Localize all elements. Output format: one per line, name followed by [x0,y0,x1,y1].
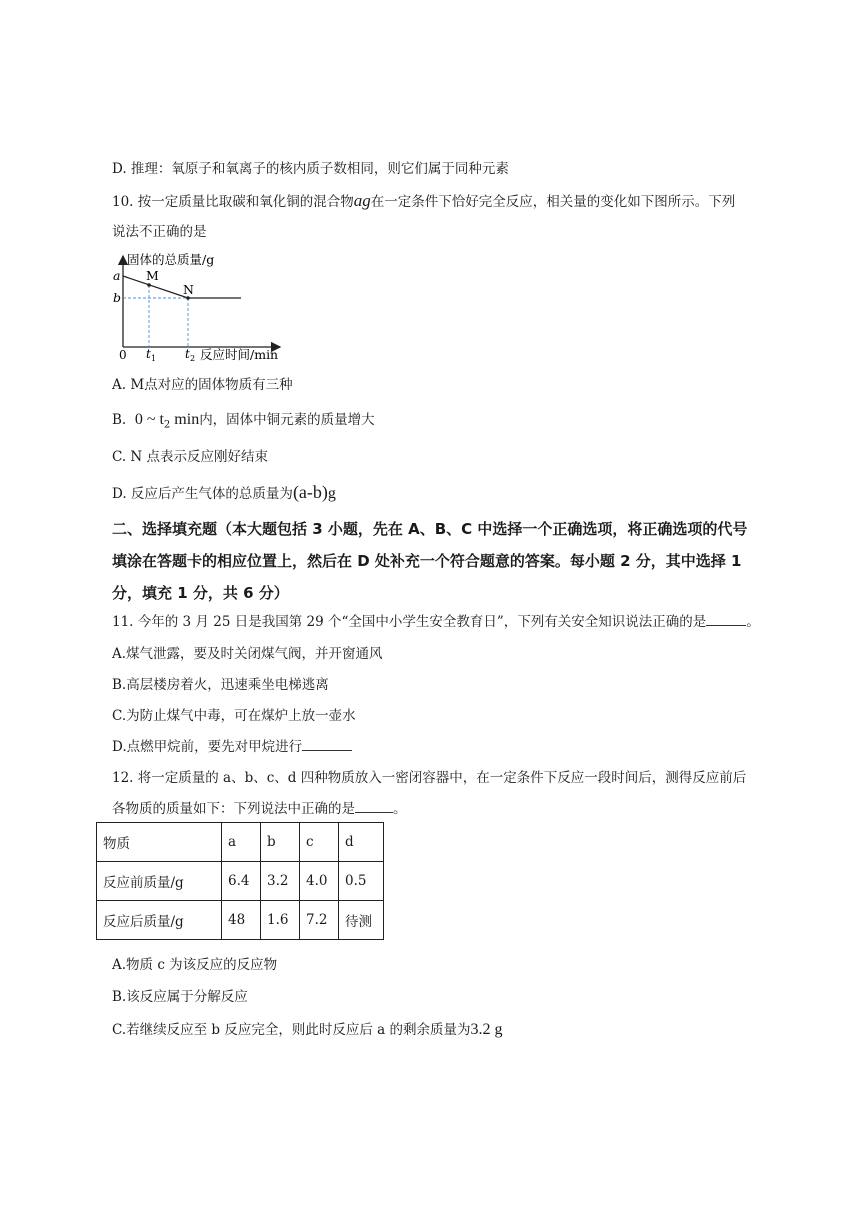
table-cell: 0.5 [339,862,384,901]
q11-option-d-blank[interactable] [302,738,352,751]
q10-option-d-math: (a-b) [292,482,328,502]
q9-option-d: D. 推理：氧原子和氧离子的核内质子数相同，则它们属于同种元素 [112,161,509,177]
q10-option-b-math: 0 ~ t [134,411,164,428]
q10-stem-variable: ag [353,191,371,210]
graph-label-t2: t [185,347,190,361]
q10-option-b-unit: min [170,411,200,428]
graph-label-t1-sub: 1 [151,354,157,363]
q10-stem [112,191,735,212]
graph-label-t1: t [146,347,151,361]
q12-option-b: B.该反应属于分解反应 [112,989,248,1005]
q12-option-c [112,1020,503,1040]
table-cell: 物质 [97,823,222,862]
q10-stem-part1: 10. 按一定质量比取碳和氧化铜的混合物 [112,194,354,210]
graph-xlabel: 反应时间/min [200,347,279,362]
table-cell: d [339,823,384,862]
q11-answer-blank[interactable] [706,613,746,626]
graph-label-t2-sub: 2 [190,354,196,363]
graph-label-m: M [146,268,159,283]
table-row [97,862,384,901]
table-cell: 6.4 [222,862,261,901]
table-cell: 7.2 [300,901,339,940]
section-2-heading: 二、选择填充题（本大题包括 3 小题，先在 A、B、C 中选择一个正确选项，将正确选项的代号填涂在答题卡的相应位置上，然后在 D 处补充一个符合题意的答案。每小题 2 分，其中选择 1 分，填充 1 分，共 6 分） [112,520,748,602]
table-row [97,901,384,940]
table-cell: 反应前质量/g [97,862,222,901]
table-cell: 48 [222,901,261,940]
q12-answer-blank[interactable] [355,800,393,813]
graph-origin: 0 [119,348,127,362]
q10-option-d-text: D. 反应后产生气体的总质量为 [112,486,293,502]
table-cell: b [261,823,300,862]
q10-graph [108,250,298,366]
graph-ylabel: 固体的总质量/g [127,252,215,267]
q10-option-a: A. M点对应的固体物质有三种 [112,377,293,393]
q10-option-b-text: 内，固体中铜元素的质量增大 [199,412,375,428]
table-header-row [97,823,384,862]
q10-stem-line2: 说法不正确的是 [112,224,207,240]
q12-option-a: A.物质 c 为该反应的反应物 [112,957,278,973]
table-cell: 反应后质量/g [97,901,222,940]
q11-stem-end: 。 [746,614,760,630]
q12-stem-end: 。 [393,801,407,817]
q11-option-d-text: D.点燃甲烷前，要先对甲烷进行 [112,739,303,755]
q11-option-b: B.高层楼房着火，迅速乘坐电梯逃离 [112,677,329,693]
table-cell: 4.0 [300,862,339,901]
graph-label-b: b [113,290,122,305]
q10-option-d-unit: g [327,485,336,502]
q12-stem-line1: 12. 将一定质量的 a、b、c、d 四种物质放入一密闭容器中，在一定条件下反应一段时间后，测得反应前后 [112,770,747,786]
q10-option-b-prefix: B. [112,412,127,428]
q11-option-c: C.为防止煤气中毒，可在煤炉上放一壶水 [112,708,356,724]
q10-option-d [112,482,336,504]
q12-stem-line2-text: 各物质的质量如下：下列说法中正确的是 [112,801,355,817]
table-cell: 1.6 [261,901,300,940]
q10-stem-part2: 在一定条件下恰好完全反应，相关量的变化如下图所示。下列 [370,194,736,210]
point-m-dot [147,283,151,287]
q10-option-b-sub: 2 [163,419,171,431]
q10-option-c: C. N 点表示反应刚好结束 [112,449,269,465]
q11-option-d [112,737,352,757]
graph-label-a: a [113,268,121,283]
q11-stem [112,612,760,632]
table-cell: a [222,823,261,862]
q12-option-c-text: C.若继续反应至 b 反应完全，则此时反应后 a 的剩余质量为 [112,1022,471,1038]
q12-option-c-value: 3.2 g [470,1021,503,1038]
table-cell: 3.2 [261,862,300,901]
graph-label-n: N [183,282,194,297]
q12-data-table [96,822,384,940]
q11-option-a: A.煤气泄露，要及时关闭煤气阀，并开窗通风 [112,646,383,662]
q11-stem-text: 11. 今年的 3 月 25 日是我国第 29 个“全国中小学生安全教育日”，下列有关安全知识说法正确的是 [112,614,707,630]
q12-stem-line2 [112,799,407,819]
q10-option-b [112,410,375,436]
table-cell: 待测 [339,901,384,940]
table-cell: c [300,823,339,862]
